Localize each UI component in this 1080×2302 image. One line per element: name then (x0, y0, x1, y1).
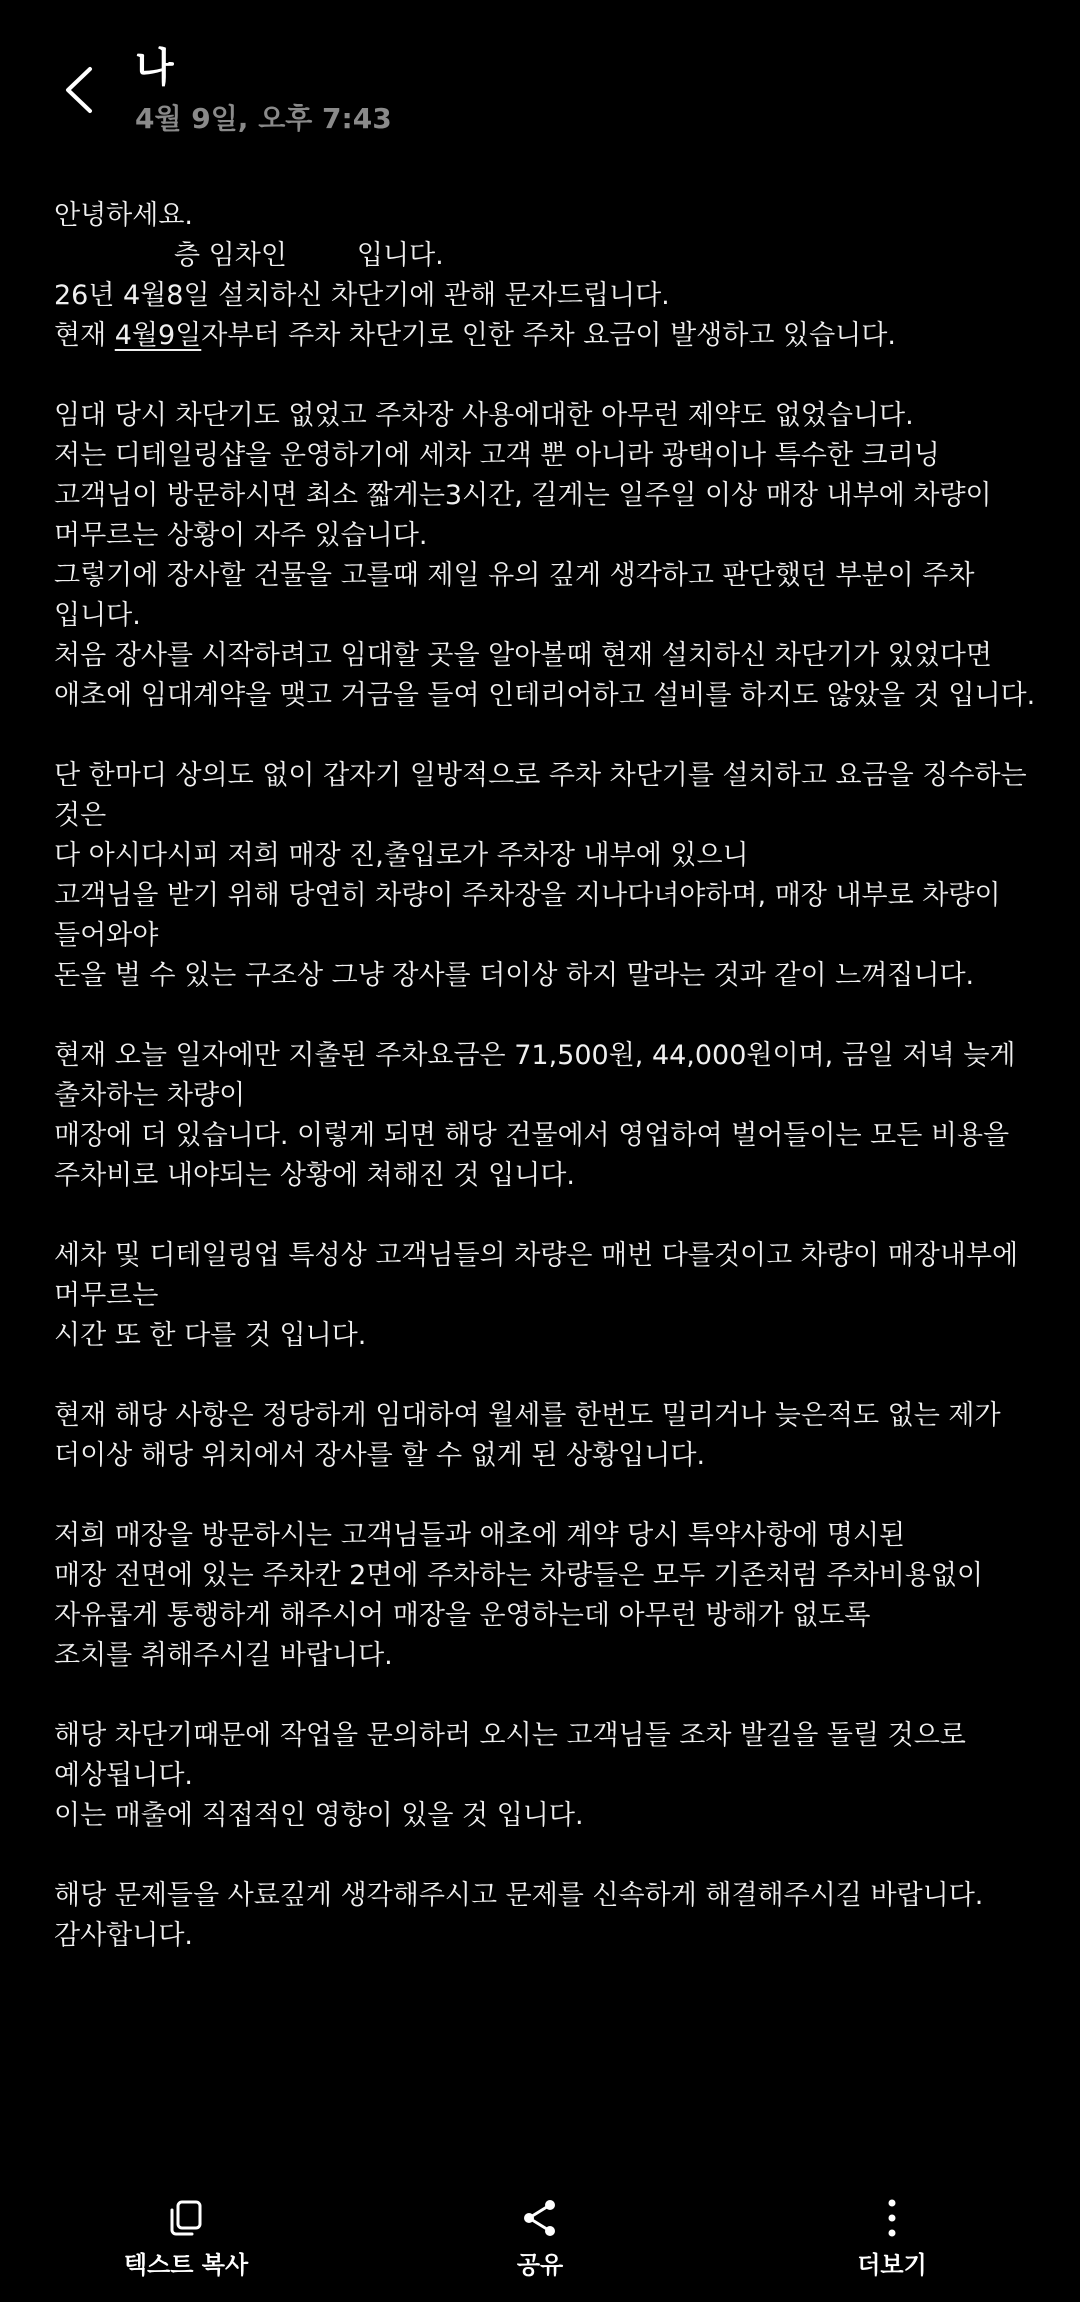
share-button[interactable] (440, 2196, 640, 2280)
message-line: 입니다. (54, 600, 141, 631)
more-button[interactable] (792, 2196, 992, 2280)
message-line: 돈을 벌 수 있는 구조상 그냥 장사를 더이상 하지 말라는 것과 같이 느껴집니다. (54, 960, 975, 991)
message-line: 출차하는 차량이 (54, 1080, 246, 1111)
message-line: 해당 차단기때문에 작업을 문의하러 오시는 고객님들 조차 발길을 돌릴 것으로 (54, 1720, 966, 1751)
redacted-area (54, 238, 174, 270)
copy-icon (164, 2196, 208, 2240)
copy-text-button[interactable] (86, 2196, 286, 2280)
message-line: 26년 4월8일 설치하신 차단기에 관해 문자드립니다. (54, 280, 670, 311)
sender-title: 나 (135, 45, 174, 91)
text-segment: 자부터 주차 차단기로 인한 주차 요금이 발생하고 있습니다. (201, 320, 896, 351)
message-line: 다 아시다시피 저희 매장 진,출입로가 주차장 내부에 있으니 (54, 840, 749, 871)
floor-tenant-text: 층 임차인 (174, 240, 287, 271)
message-line: 현재 해당 사항은 정당하게 임대하여 월세를 한번도 밀리거나 늦은적도 없는 제가 (54, 1400, 1001, 1431)
message-line: 현재 오늘 일자에만 지출된 주차요금은 71,500원, 44,000원이며, 금일 저녁 늦게 (54, 1040, 1016, 1071)
message-timestamp: 4월 9일, 오후 7:43 (135, 102, 392, 135)
message-line: 고객님이 방문하시면 최소 짧게는3시간, 길게는 일주일 이상 매장 내부에 차량이 (54, 480, 992, 511)
message-line: 저는 디테일링샵을 운영하기에 세차 고객 뿐 아니라 광택이나 특수한 크리닝 (54, 440, 940, 471)
paragraph-gap (54, 1836, 1054, 1876)
message-line: 단 한마디 상의도 없이 갑자기 일방적으로 주차 차단기를 설치하고 요금을 징수하는 (54, 760, 1027, 791)
message-line: 더이상 해당 위치에서 장사를 할 수 없게 된 상황입니다. (54, 1440, 706, 1471)
message-line: 세차 및 디테일링업 특성상 고객님들의 차량은 매번 다를것이고 차량이 매장내부에 (54, 1240, 1019, 1271)
message-line: 머무르는 (54, 1280, 159, 1311)
message-line: 고객님을 받기 위해 당연히 차량이 주차장을 지나다녀야하며, 매장 내부로 차량이 (54, 880, 1001, 911)
message-line: 주차비로 내야되는 상황에 쳐해진 것 입니다. (54, 1160, 575, 1191)
message-line: 애초에 임대계약을 맺고 거금을 들여 인테리어하고 설비를 하지도 않았을 것 입니다. (54, 680, 1036, 711)
message-line: 임대 당시 차단기도 없었고 주차장 사용에대한 아무런 제약도 없었습니다. (54, 400, 914, 431)
redacted-area (287, 238, 357, 270)
message-line: 매장 전면에 있는 주차칸 2면에 주차하는 차량들은 모두 기존처럼 주차비용없이 (54, 1560, 984, 1591)
message-line: 자유롭게 통행하게 해주시어 매장을 운영하는데 아무런 방해가 없도록 (54, 1600, 871, 1631)
message-body (54, 196, 1054, 1956)
text-segment: 현재 (54, 320, 115, 351)
header (0, 0, 1080, 170)
message-line: 것은 (54, 800, 107, 831)
message-line: 조치를 취해주시길 바랍니다. (54, 1640, 393, 1671)
paragraph-gap (54, 1196, 1054, 1236)
message-line: 감사합니다. (54, 1920, 193, 1951)
underlined-date: 4월9일 (114, 320, 202, 351)
share-icon (518, 2196, 562, 2240)
line-end-text: 입니다. (356, 240, 444, 271)
paragraph-gap (54, 716, 1054, 756)
copy-text-label: 텍스트 복사 (123, 2251, 249, 2279)
paragraph-gap (54, 356, 1054, 396)
paragraph-gap (54, 1476, 1054, 1516)
message-line: 매장에 더 있습니다. 이렇게 되면 해당 건물에서 영업하여 벌어들이는 모든 비용을 (54, 1120, 1010, 1151)
message-line: 이는 매출에 직접적인 영향이 있을 것 입니다. (54, 1800, 584, 1831)
more-label: 더보기 (857, 2251, 927, 2279)
chevron-left-icon (62, 65, 94, 115)
message-line: 저희 매장을 방문하시는 고객님들과 애초에 계약 당시 특약사항에 명시된 (54, 1520, 906, 1551)
paragraph-gap (54, 1356, 1054, 1396)
message-line: 머무르는 상황이 자주 있습니다. (54, 520, 428, 551)
message-line (54, 316, 1054, 356)
message-line: 들어와야 (54, 920, 159, 951)
message-line: 시간 또 한 다를 것 입니다. (54, 1320, 367, 1351)
message-line: 안녕하세요. (54, 200, 193, 231)
message-line: 처음 장사를 시작하려고 임대할 곳을 알아볼때 현재 설치하신 차단기가 있었다면 (54, 640, 992, 671)
message-line: 예상됩니다. (54, 1760, 193, 1791)
more-vertical-icon (870, 2196, 914, 2240)
message-line (54, 236, 1054, 276)
share-label: 공유 (516, 2251, 564, 2279)
back-button[interactable] (48, 52, 108, 128)
bottom-action-bar (0, 2180, 1080, 2302)
message-line: 그렇기에 장사할 건물을 고를때 제일 유의 깊게 생각하고 판단했던 부분이 주차 (54, 560, 975, 591)
paragraph-gap (54, 1676, 1054, 1716)
paragraph-gap (54, 996, 1054, 1036)
message-line: 해당 문제들을 사료깊게 생각해주시고 문제를 신속하게 해결해주시길 바랍니다. (54, 1880, 984, 1911)
